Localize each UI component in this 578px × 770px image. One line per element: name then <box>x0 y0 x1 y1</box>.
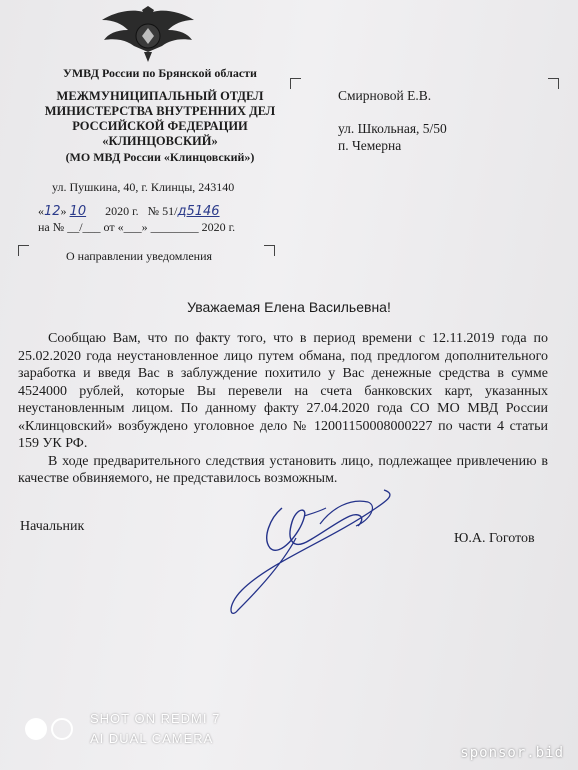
handwritten-signature <box>200 478 420 628</box>
camera-mode-dots <box>25 718 77 745</box>
header-department-line2: МИНИСТЕРСТВА ВНУТРЕННИХ ДЕЛ <box>44 104 276 118</box>
date-year: 2020 г. <box>105 204 139 218</box>
signatory-title: Начальник <box>20 519 85 534</box>
outgoing-date-number: «12» 10 2020 г. № 51/д5146 <box>38 204 220 219</box>
dot-filled-icon <box>25 718 47 740</box>
dot-outline-icon <box>51 718 73 740</box>
body-paragraph-2: В ходе предварительного следствия установить лицо, подлежащее привлечению в качестве обвиняемого, не представилось возможным. <box>18 453 548 486</box>
sender-address: ул. Пушкина, 40, г. Клинцы, 243140 <box>52 180 235 194</box>
date-month: 10 <box>69 204 87 219</box>
mvd-emblem <box>98 6 198 66</box>
header-ministry-region: УМВД России по Брянской области <box>63 66 257 80</box>
recipient-street: ул. Школьная, 5/50 <box>338 121 447 136</box>
recipient-bracket-right <box>548 78 559 89</box>
site-watermark: sponsor.bid <box>460 745 564 761</box>
signatory-name: Ю.А. Гоготов <box>454 531 535 546</box>
letter-body <box>18 330 548 488</box>
subject-bracket-right <box>264 245 275 256</box>
reference-line: на № __/___ от «___» ________ 2020 г. <box>38 220 236 234</box>
header-department-line4: «КЛИНЦОВСКИЙ» <box>102 134 218 148</box>
watermark-camera: AI DUAL CAMERA <box>90 731 214 746</box>
doc-number-prefix: № 51/ <box>147 204 178 218</box>
date-day: 12 <box>44 204 61 219</box>
subject-bracket-left <box>18 245 29 256</box>
body-paragraph-1: Сообщаю Вам, что по факту того, что в период времени с 12.11.2019 года по 25.02.2020 года неустановленное лицо путем обмана, под предлогом дополнительного заработка и введя Вас в заблуждение похитило у Вас денежные средства в сумме 4524000 рублей, которые Вы перевели на счета банковских карт, указанных неустановленным лицом. По данному факту 27.04.2020 года СО МО МВД России «Клинцовский» возбуждено уголовное дело № 12001150008000227 по части 4 статьи 159 УК РФ. <box>18 331 548 451</box>
recipient-village: п. Чемерна <box>338 138 402 153</box>
watermark-shot-on: SHOT ON REDMI 7 <box>90 711 221 726</box>
greeting: Уважаемая Елена Васильевна! <box>187 299 391 315</box>
recipient-bracket-left <box>290 78 301 89</box>
recipient-name: Смирновой Е.В. <box>338 88 432 103</box>
header-department-line3: РОССИЙСКОЙ ФЕДЕРАЦИИ <box>72 119 248 133</box>
header-department-line1: МЕЖМУНИЦИПАЛЬНЫЙ ОТДЕЛ <box>56 89 264 103</box>
subject-line: О направлении уведомления <box>66 249 213 263</box>
header-department-short: (МО МВД России «Клинцовский») <box>65 150 255 164</box>
doc-number-handwritten: д5146 <box>177 204 220 219</box>
